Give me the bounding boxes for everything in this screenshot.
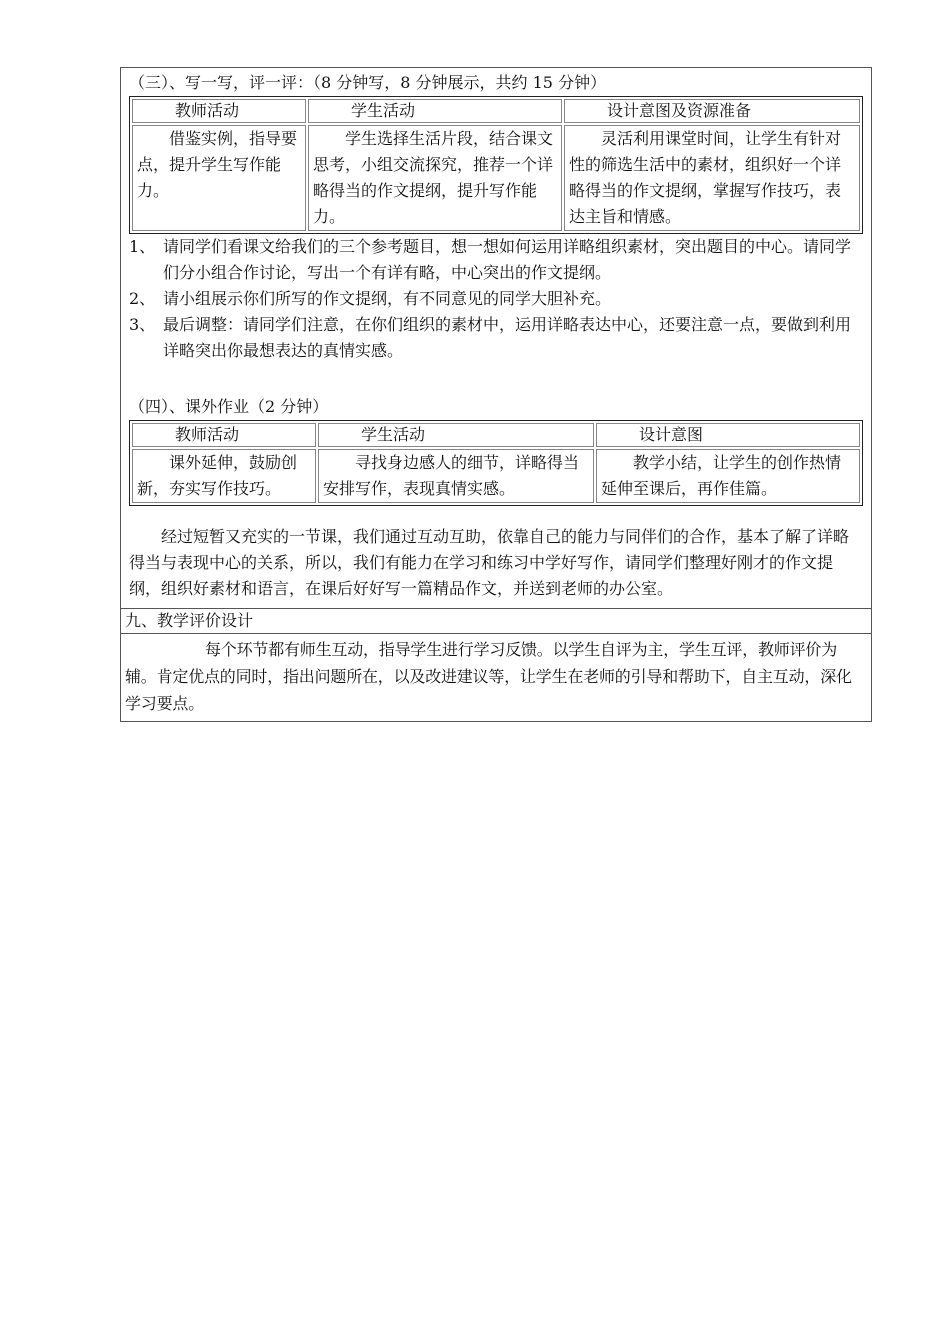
header-student: 学生活动 xyxy=(308,99,562,123)
cell-design: 教学小结，让学生的创作热情延伸至课后，再作佳篇。 xyxy=(596,449,860,503)
header-teacher: 教师活动 xyxy=(132,99,306,123)
section-3-title: （三）、写一写，评一评：（8 分钟写，8 分钟展示，共约 15 分钟） xyxy=(129,73,607,92)
cell-teacher: 借鉴实例，指导要点，提升学生写作能力。 xyxy=(132,125,306,231)
lesson-summary: 经过短暂又充实的一节课，我们通过互动互助，依靠自己的能力与同伴们的合作，基本了解了详略得当与表现中心的关系，所以，我们有能力在学习和练习中学好写作，请同学们整理好刚才的作文提纲，组织好素材和语言，在课后好好写一篇精品作文，并送到老师的办公室。 xyxy=(129,527,850,598)
section-write-evaluate xyxy=(121,68,871,608)
lesson-plan-frame xyxy=(120,67,872,722)
header-design: 设计意图 xyxy=(596,423,860,447)
list-item: 2、 请小组展示你们所写的作文提纲，有不同意见的同学大胆补充。 xyxy=(129,289,612,308)
list-item: 3、 最后调整：请同学们注意，在你们组织的素材中，运用详略表达中心，还要注意一点，要做到利用详略突出你最想表达的真情实感。 xyxy=(129,315,852,360)
activity-table-3 xyxy=(129,96,863,234)
header-teacher: 教师活动 xyxy=(132,423,316,447)
cell-design: 灵活利用课堂时间，让学生有针对性的筛选生活中的素材，组织好一个详略得当的作文提纲，掌握写作技巧，表达主旨和情感。 xyxy=(564,125,860,231)
cell-teacher: 课外延伸，鼓励创新，夯实写作技巧。 xyxy=(132,449,316,503)
header-design: 设计意图及资源准备 xyxy=(564,99,860,123)
list-item: 1、 请同学们看课文给我们的三个参考题目，想一想如何运用详略组织素材，突出题目的中心。请同学们分小组合作讨论，写出一个有详有略，中心突出的作文提纲。 xyxy=(129,237,852,282)
section-9-title: 九、教学评价设计 xyxy=(121,608,871,633)
cell-student: 学生选择生活片段，结合课文思考，小组交流探究，推荐一个详略得当的作文提纲，提升写作能力。 xyxy=(308,125,562,231)
cell-student: 寻找身边感人的细节，详略得当安排写作，表现真情实感。 xyxy=(318,449,594,503)
section-9-body: 每个环节都有师生互动，指导学生进行学习反馈。以学生自评为主，学生互评，教师评价为辅。肯定优点的同时，指出问题所在，以及改进建议等，让学生在老师的引导和帮助下，自主互动，深化学习要点。 xyxy=(121,633,871,721)
header-student: 学生活动 xyxy=(318,423,594,447)
section-4-title: （四）、课外作业（2 分钟） xyxy=(129,397,329,416)
step-list xyxy=(129,234,863,364)
activity-table-4 xyxy=(129,420,863,506)
